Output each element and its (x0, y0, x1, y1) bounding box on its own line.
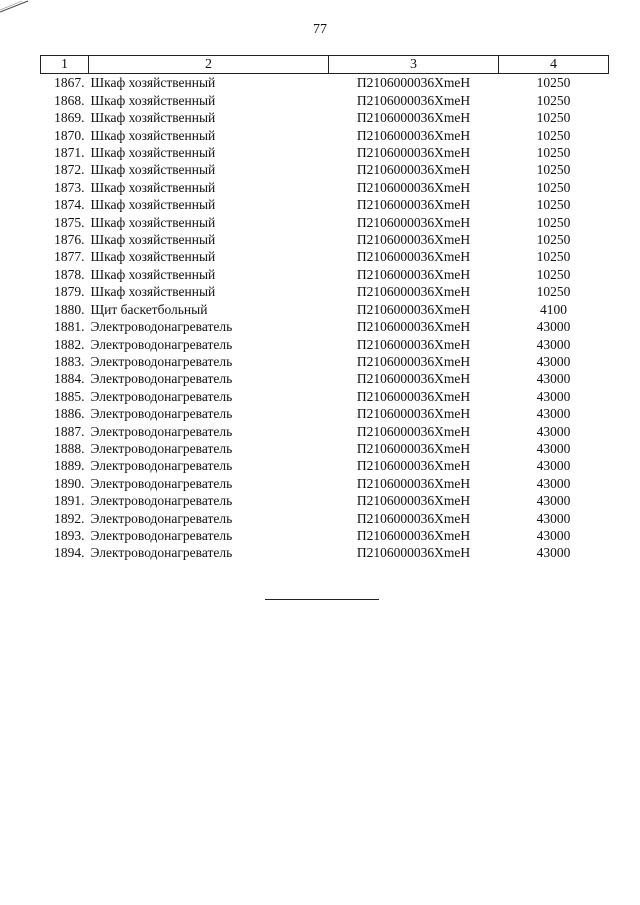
inventory-code: П2106000036ХmeН (356, 527, 471, 543)
table-row (41, 92, 609, 109)
item-price: 10250 (536, 179, 571, 195)
table-row (41, 283, 609, 300)
row-number: 1873. (54, 179, 85, 195)
row-number: 1890. (54, 475, 85, 491)
item-name: Шкаф хозяйственный (90, 266, 216, 282)
table-row (41, 475, 609, 492)
table-row (41, 74, 609, 92)
item-price: 43000 (536, 545, 571, 561)
column-header-3: 3 (329, 56, 499, 74)
inventory-code: П2106000036ХmeН (356, 388, 471, 404)
inventory-code: П2106000036ХmeН (356, 371, 471, 387)
table-row (41, 440, 609, 457)
table-row (41, 544, 609, 561)
row-number: 1892. (54, 510, 85, 526)
item-name: Шкаф хозяйственный (90, 75, 216, 91)
row-number: 1885. (54, 388, 85, 404)
item-name: Шкаф хозяйственный (90, 145, 216, 161)
row-number: 1881. (54, 319, 85, 335)
row-number: 1883. (54, 353, 85, 369)
table-row (41, 179, 609, 196)
table-row (41, 336, 609, 353)
item-name: Электроводонагреватель (90, 388, 233, 404)
column-header-1: 1 (41, 56, 89, 74)
item-name: Электроводонагреватель (90, 475, 233, 491)
item-name: Шкаф хозяйственный (90, 197, 216, 213)
inventory-code: П2106000036ХmeН (356, 475, 471, 491)
item-name: Электроводонагреватель (90, 353, 233, 369)
inventory-table (40, 55, 609, 562)
page-number: 77 (313, 22, 327, 37)
item-name: Электроводонагреватель (90, 493, 233, 509)
inventory-code: П2106000036ХmeН (356, 510, 471, 526)
inventory-code: П2106000036ХmeН (356, 406, 471, 422)
row-number: 1893. (54, 527, 85, 543)
item-name: Электроводонагреватель (90, 545, 233, 561)
inventory-code: П2106000036ХmeН (356, 127, 471, 143)
item-price: 10250 (536, 284, 571, 300)
item-name: Электроводонагреватель (90, 527, 233, 543)
inventory-code: П2106000036ХmeН (356, 145, 471, 161)
inventory-code: П2106000036ХmeН (356, 266, 471, 282)
table-header-row (41, 56, 609, 74)
item-price: 10250 (536, 232, 571, 248)
table-row (41, 231, 609, 248)
table-row (41, 196, 609, 213)
column-header-2: 2 (89, 56, 329, 74)
item-name: Электроводонагреватель (90, 458, 233, 474)
table-row (41, 457, 609, 474)
item-price: 10250 (536, 249, 571, 265)
item-price: 43000 (536, 336, 571, 352)
row-number: 1878. (54, 266, 85, 282)
item-name: Электроводонагреватель (90, 371, 233, 387)
table-row (41, 527, 609, 544)
row-number: 1872. (54, 162, 85, 178)
item-price: 43000 (536, 406, 571, 422)
table-row (41, 214, 609, 231)
inventory-code: П2106000036ХmeН (356, 301, 471, 317)
item-name: Электроводонагреватель (90, 423, 233, 439)
inventory-code: П2106000036ХmeН (356, 545, 471, 561)
item-name: Шкаф хозяйственный (90, 127, 216, 143)
item-name: Электроводонагреватель (90, 336, 233, 352)
row-number: 1871. (54, 145, 85, 161)
inventory-code: П2106000036ХmeН (356, 162, 471, 178)
inventory-code: П2106000036ХmeН (356, 75, 471, 91)
inventory-code: П2106000036ХmeН (356, 249, 471, 265)
item-price: 10250 (536, 127, 571, 143)
table-row (41, 388, 609, 405)
table-row (41, 423, 609, 440)
item-name: Электроводонагреватель (90, 319, 233, 335)
item-name: Шкаф хозяйственный (90, 110, 216, 126)
row-number: 1884. (54, 371, 85, 387)
inventory-code: П2106000036ХmeН (356, 440, 471, 456)
row-number: 1870. (54, 127, 85, 143)
item-price: 10250 (536, 197, 571, 213)
inventory-code: П2106000036ХmeН (356, 92, 471, 108)
item-price: 43000 (536, 371, 571, 387)
table-row (41, 144, 609, 161)
table-row (41, 161, 609, 178)
item-price: 43000 (536, 510, 571, 526)
inventory-code: П2106000036ХmeН (356, 179, 471, 195)
item-name: Электроводонагреватель (90, 440, 233, 456)
item-price: 43000 (536, 319, 571, 335)
item-price: 10250 (536, 110, 571, 126)
item-name: Шкаф хозяйственный (90, 284, 216, 300)
inventory-code: П2106000036ХmeН (356, 197, 471, 213)
table-row (41, 266, 609, 283)
scan-corner-mark (0, 0, 30, 14)
row-number: 1886. (54, 406, 85, 422)
row-number: 1875. (54, 214, 85, 230)
row-number: 1882. (54, 336, 85, 352)
inventory-code: П2106000036ХmeН (356, 110, 471, 126)
table-row (41, 370, 609, 387)
item-price: 43000 (536, 353, 571, 369)
row-number: 1887. (54, 423, 85, 439)
inventory-code: П2106000036ХmeН (356, 336, 471, 352)
row-number: 1877. (54, 249, 85, 265)
item-price: 10250 (536, 266, 571, 282)
item-name: Электроводонагреватель (90, 406, 233, 422)
item-name: Шкаф хозяйственный (90, 214, 216, 230)
row-number: 1867. (54, 75, 85, 91)
row-number: 1889. (54, 458, 85, 474)
item-price: 10250 (536, 145, 571, 161)
item-name: Шкаф хозяйственный (90, 92, 216, 108)
item-price: 43000 (536, 423, 571, 439)
row-number: 1880. (54, 301, 85, 317)
row-number: 1874. (54, 197, 85, 213)
table-row (41, 353, 609, 370)
table-row (41, 248, 609, 265)
item-price: 43000 (536, 388, 571, 404)
item-price: 10250 (536, 162, 571, 178)
row-number: 1888. (54, 440, 85, 456)
item-price: 10250 (536, 214, 571, 230)
inventory-code: П2106000036ХmeН (356, 353, 471, 369)
item-price: 43000 (536, 475, 571, 491)
item-name: Электроводонагреватель (90, 510, 233, 526)
column-header-4: 4 (499, 56, 609, 74)
item-price: 43000 (536, 493, 571, 509)
item-name: Щит баскетбольный (90, 301, 208, 317)
table-row (41, 127, 609, 144)
row-number: 1891. (54, 493, 85, 509)
item-name: Шкаф хозяйственный (90, 249, 216, 265)
inventory-code: П2106000036ХmeН (356, 214, 471, 230)
item-price: 10250 (536, 92, 571, 108)
inventory-code: П2106000036ХmeН (356, 232, 471, 248)
table-body (41, 74, 609, 562)
item-price: 10250 (536, 75, 571, 91)
table-row (41, 109, 609, 126)
item-name: Шкаф хозяйственный (90, 179, 216, 195)
item-price: 43000 (536, 440, 571, 456)
end-rule (265, 599, 379, 600)
table-row (41, 492, 609, 509)
item-name: Шкаф хозяйственный (90, 162, 216, 178)
inventory-code: П2106000036ХmeН (356, 284, 471, 300)
inventory-code: П2106000036ХmeН (356, 423, 471, 439)
item-price: 43000 (536, 527, 571, 543)
inventory-code: П2106000036ХmeН (356, 493, 471, 509)
table-row (41, 405, 609, 422)
inventory-code: П2106000036ХmeН (356, 319, 471, 335)
item-price: 4100 (540, 301, 567, 317)
table-row (41, 510, 609, 527)
inventory-code: П2106000036ХmeН (356, 458, 471, 474)
item-price: 43000 (536, 458, 571, 474)
row-number: 1894. (54, 545, 85, 561)
table-row (41, 318, 609, 335)
item-name: Шкаф хозяйственный (90, 232, 216, 248)
row-number: 1879. (54, 284, 85, 300)
row-number: 1869. (54, 110, 85, 126)
row-number: 1868. (54, 92, 85, 108)
table-row (41, 301, 609, 318)
row-number: 1876. (54, 232, 85, 248)
